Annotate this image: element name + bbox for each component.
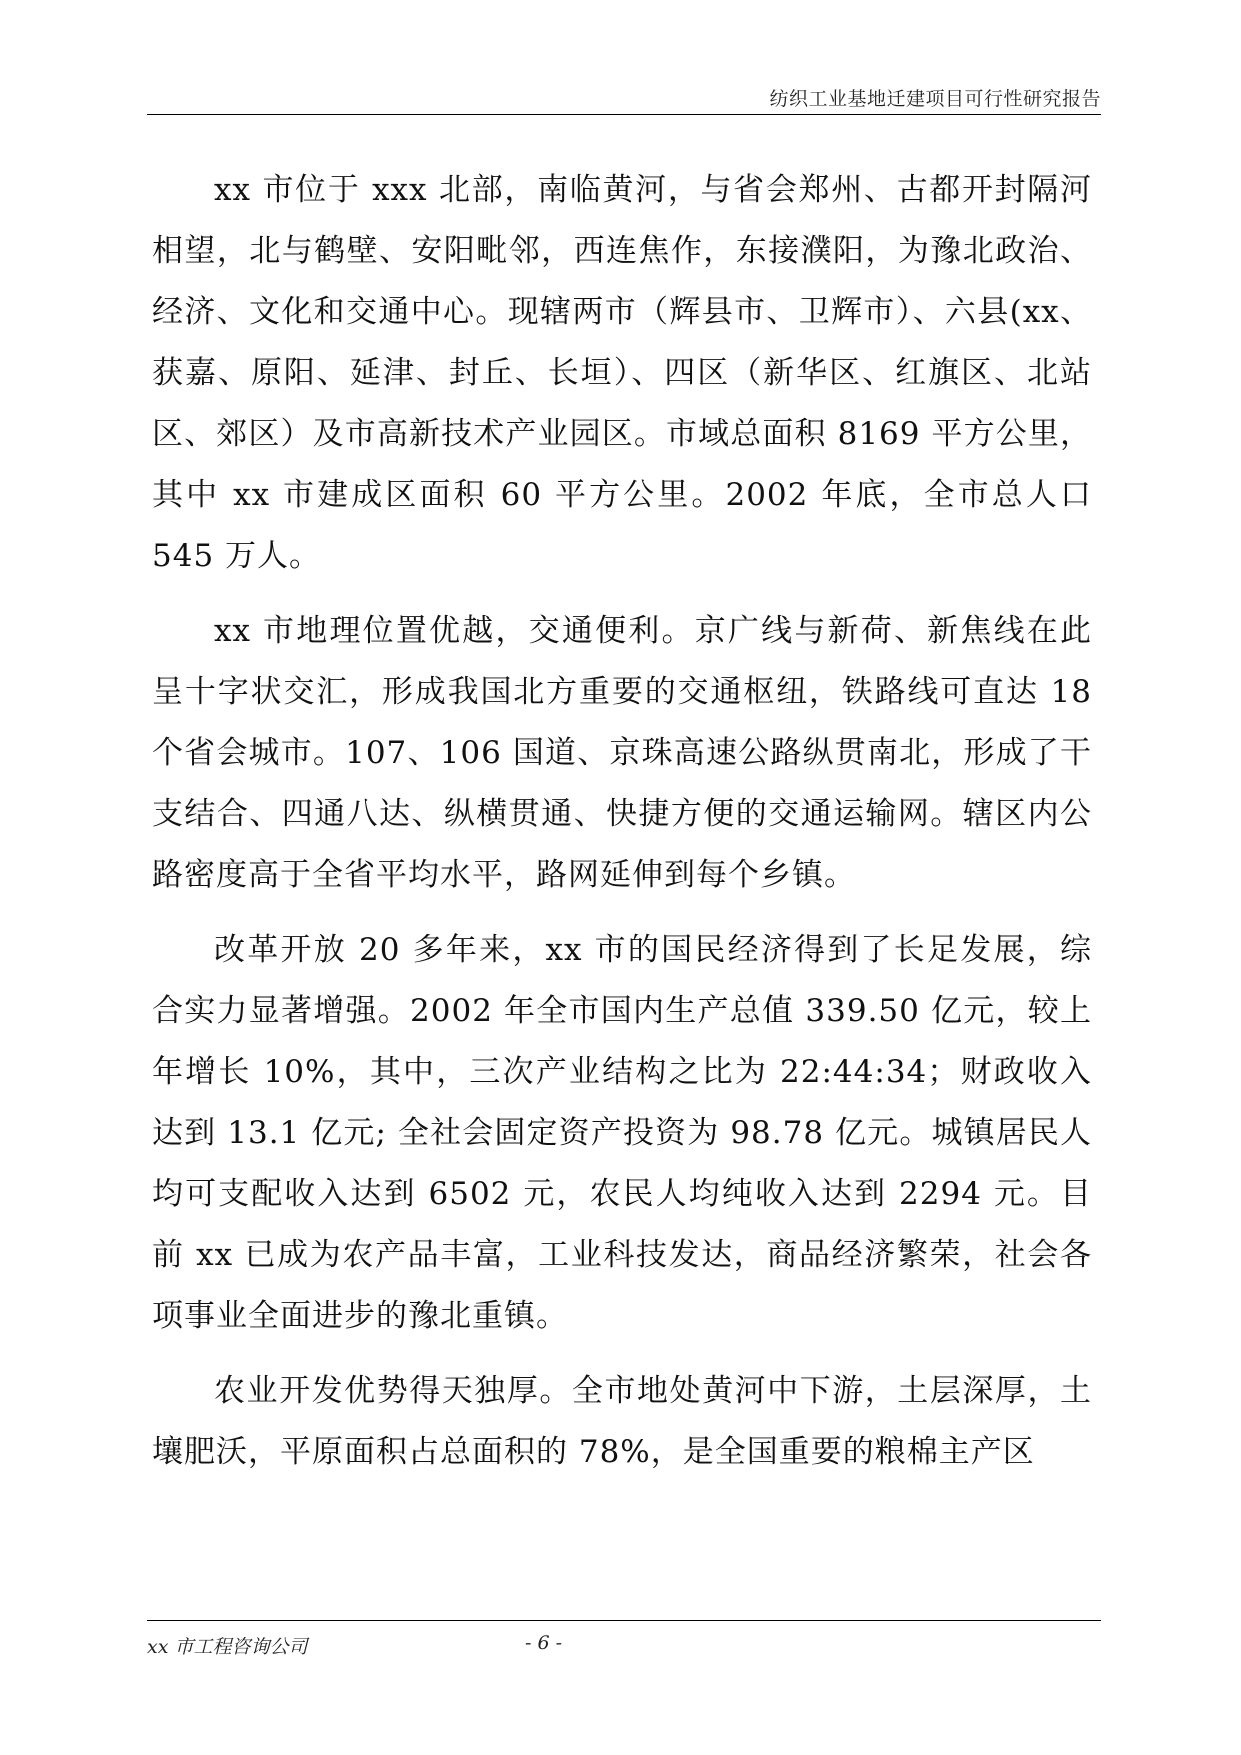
footer-divider xyxy=(147,1620,1101,1621)
footer-company-name: xx 市工程咨询公司 xyxy=(147,1636,308,1658)
page-number: - 6 - xyxy=(525,1632,563,1654)
paragraph-transport: xx 市地理位置优越，交通便利。京广线与新荷、新焦线在此呈十字状交汇，形成我国北方重要的交通枢纽，铁路线可直达 18 个省会城市。107、106 国道、京珠高速公路纵贯南北，形成了干支结合、四通八达、纵横贯通、快捷方便的交通运输网。辖区内公路密度高于全省平均水平，路网延伸到每个乡镇。 xyxy=(152,613,1092,893)
paragraph-agriculture: 农业开发优势得天独厚。全市地处黄河中下游，土层深厚，土壤肥沃，平原面积占总面积的 78%，是全国重要的粮棉主产区 xyxy=(152,1373,1092,1470)
document-body xyxy=(152,160,1092,1497)
header-divider xyxy=(147,114,1101,115)
paragraph-location: xx 市位于 xxx 北部，南临黄河，与省会郑州、古都开封隔河相望，北与鹤壁、安阳毗邻，西连焦作，东接濮阳，为豫北政治、经济、文化和交通中心。现辖两市（辉县市、卫辉市）、六县(xx、获嘉、原阳、延津、封丘、长垣）、四区（新华区、红旗区、北站区、郊区）及市高新技术产业园区。市域总面积 8169 平方公里，其中 xx 市建成区面积 60 平方公里。2002 年底，全市总人口 545 万人。 xyxy=(152,172,1092,574)
paragraph-economy: 改革开放 20 多年来，xx 市的国民经济得到了长足发展，综合实力显著增强。2002 年全市国内生产总值 339.50 亿元，较上年增长 10%，其中，三次产业结构之比为 22:44:34；财政收入达到 13.1 亿元; 全社会固定资产投资为 98.78 亿元。城镇居民人均可支配收入达到 6502 元，农民人均纯收入达到 2294 元。目前 xx 已成为农产品丰富，工业科技发达，商品经济繁荣，社会各项事业全面进步的豫北重镇。 xyxy=(152,932,1092,1334)
running-header-title: 纺织工业基地迁建项目可行性研究报告 xyxy=(769,88,1101,110)
